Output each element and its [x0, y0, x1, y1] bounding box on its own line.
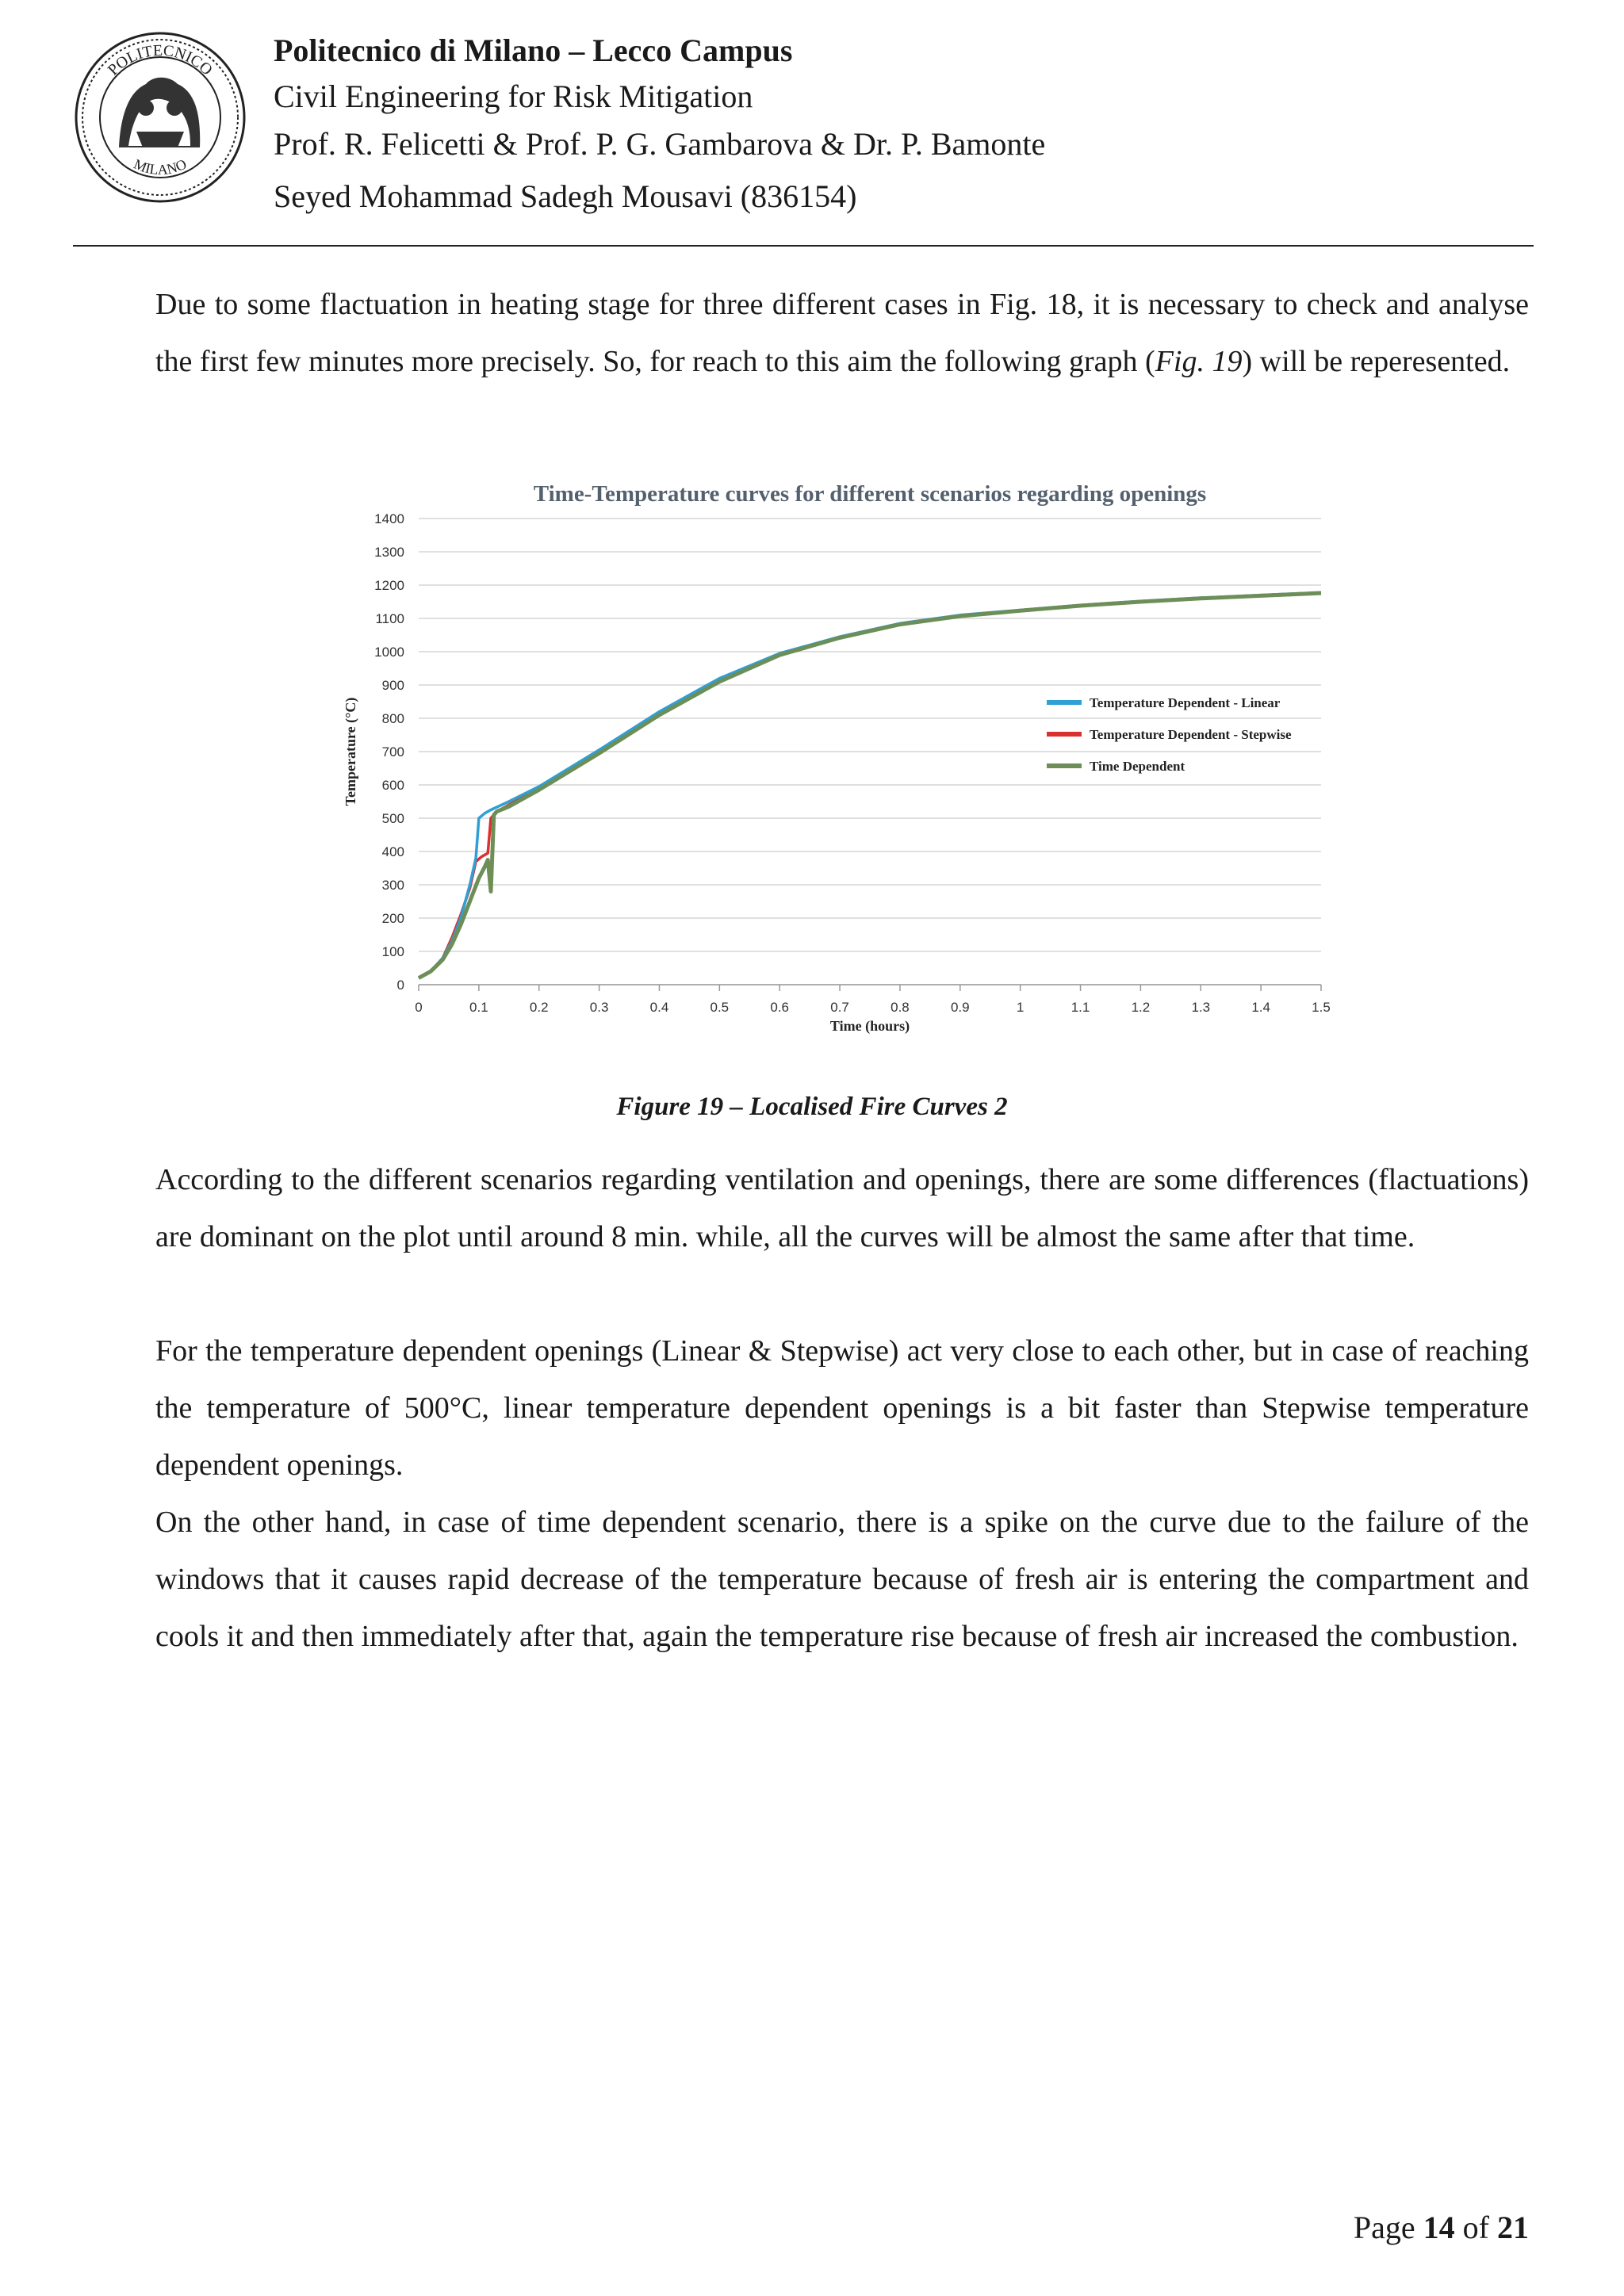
page-header [0, 0, 1624, 254]
paragraph-intro [155, 276, 1529, 390]
y-tick-label: 300 [381, 878, 404, 893]
x-tick-label: 1 [1016, 1000, 1025, 1015]
x-tick-label: 0.3 [589, 1000, 609, 1015]
y-tick-label: 0 [396, 978, 404, 993]
x-tick-label: 0 [415, 1000, 423, 1015]
legend-label-2: Time Dependent [1090, 759, 1185, 774]
seal-text-top: POLITECNICO [104, 41, 216, 79]
figure-caption: Figure 19 – Localised Fire Curves 2 [616, 1093, 1008, 1121]
student-line: Seyed Mohammad Sadegh Mousavi (836154) [274, 178, 857, 214]
paragraph-temperature-dependent: For the temperature dependent openings (Linear & Stepwise) act very close to each other, but in case of reaching the temperature of 500°C, linear temperature dependent openings is a bit faster than Stepwise temperature dependent openings. [155, 1334, 1529, 1482]
y-tick-label: 1400 [374, 511, 404, 526]
x-tick-label: 0.5 [710, 1000, 730, 1015]
figure-reference: Fig. 19 [1155, 345, 1243, 378]
x-tick-label: 1.5 [1312, 1000, 1331, 1015]
paragraph-intro-tail: ) will be reperesented. [1242, 345, 1511, 378]
chart-title: Time-Temperature curves for different scenarios regarding openings [533, 481, 1207, 507]
institution-title: Politecnico di Milano – Lecco Campus [274, 33, 793, 68]
y-tick-label: 1200 [374, 578, 404, 593]
paragraph-time-dependent: On the other hand, in case of time dependent scenario, there is a spike on the curve due to the failure of the windows that it causes rapid decrease of the temperature because of fresh air is entering the compartment and cools it and then immediately after that, again the temperature rise because of fresh air increased the combustion. [155, 1506, 1529, 1653]
x-tick-label: 1.3 [1191, 1000, 1211, 1015]
series-line-2 [419, 593, 1321, 978]
y-tick-label: 100 [381, 944, 404, 959]
y-tick-label: 1100 [375, 611, 404, 626]
seal-icon [73, 29, 247, 206]
course-name: Civil Engineering for Risk Mitigation [274, 78, 753, 114]
y-tick-label: 400 [381, 844, 404, 859]
x-tick-label: 1.4 [1251, 1000, 1270, 1015]
x-tick-label: 0.2 [529, 1000, 549, 1015]
paragraph-intro-text: Due to some flactuation in heating stage for three different cases in Fig. 18, it is necessary to check and analyse the first few minutes more precisely. So, for reach to this aim the following graph ( [155, 288, 1529, 378]
legend-label-1: Temperature Dependent - Stepwise [1090, 727, 1292, 742]
x-tick-label: 0.1 [469, 1000, 488, 1015]
header-divider [73, 245, 1534, 247]
x-axis-label: Time (hours) [829, 1018, 910, 1034]
seal-text-bottom: MILANO [131, 155, 190, 178]
page-current: 14 [1423, 2210, 1455, 2245]
x-tick-label: 0.8 [891, 1000, 910, 1015]
chart-svg [333, 473, 1340, 1043]
x-tick-label: 0.4 [649, 1000, 669, 1015]
x-tick-label: 0.7 [830, 1000, 849, 1015]
legend-label-0: Temperature Dependent - Linear [1090, 695, 1281, 710]
y-axis-label: Temperature (°C) [343, 697, 358, 806]
paragraph-scenarios: According to the different scenarios regarding ventilation and openings, there are some differences (flactuations) are dominant on the plot until around 8 min. while, all the curves will be almost the same after that time. [155, 1163, 1529, 1253]
y-tick-label: 1000 [374, 645, 404, 660]
page-total: 21 [1497, 2210, 1529, 2245]
professors-line: Prof. R. Felicetti & Prof. P. G. Gambarova & Dr. P. Bamonte [274, 126, 1046, 162]
page-number [1354, 2209, 1529, 2246]
page-prefix: Page [1353, 2210, 1415, 2245]
y-tick-label: 500 [381, 811, 404, 826]
x-tick-label: 1.2 [1131, 1000, 1151, 1015]
y-tick-label: 600 [381, 778, 404, 793]
y-tick-label: 800 [381, 711, 404, 726]
y-tick-label: 1300 [374, 545, 404, 560]
politecnico-seal-logo [73, 29, 247, 206]
y-tick-label: 900 [381, 678, 404, 693]
x-tick-label: 0.9 [950, 1000, 970, 1015]
x-tick-label: 0.6 [770, 1000, 790, 1015]
y-tick-label: 200 [381, 911, 404, 926]
time-temperature-chart [333, 473, 1340, 1043]
page-of: of [1462, 2210, 1489, 2245]
y-tick-label: 700 [381, 744, 404, 760]
x-tick-label: 1.1 [1071, 1000, 1090, 1015]
